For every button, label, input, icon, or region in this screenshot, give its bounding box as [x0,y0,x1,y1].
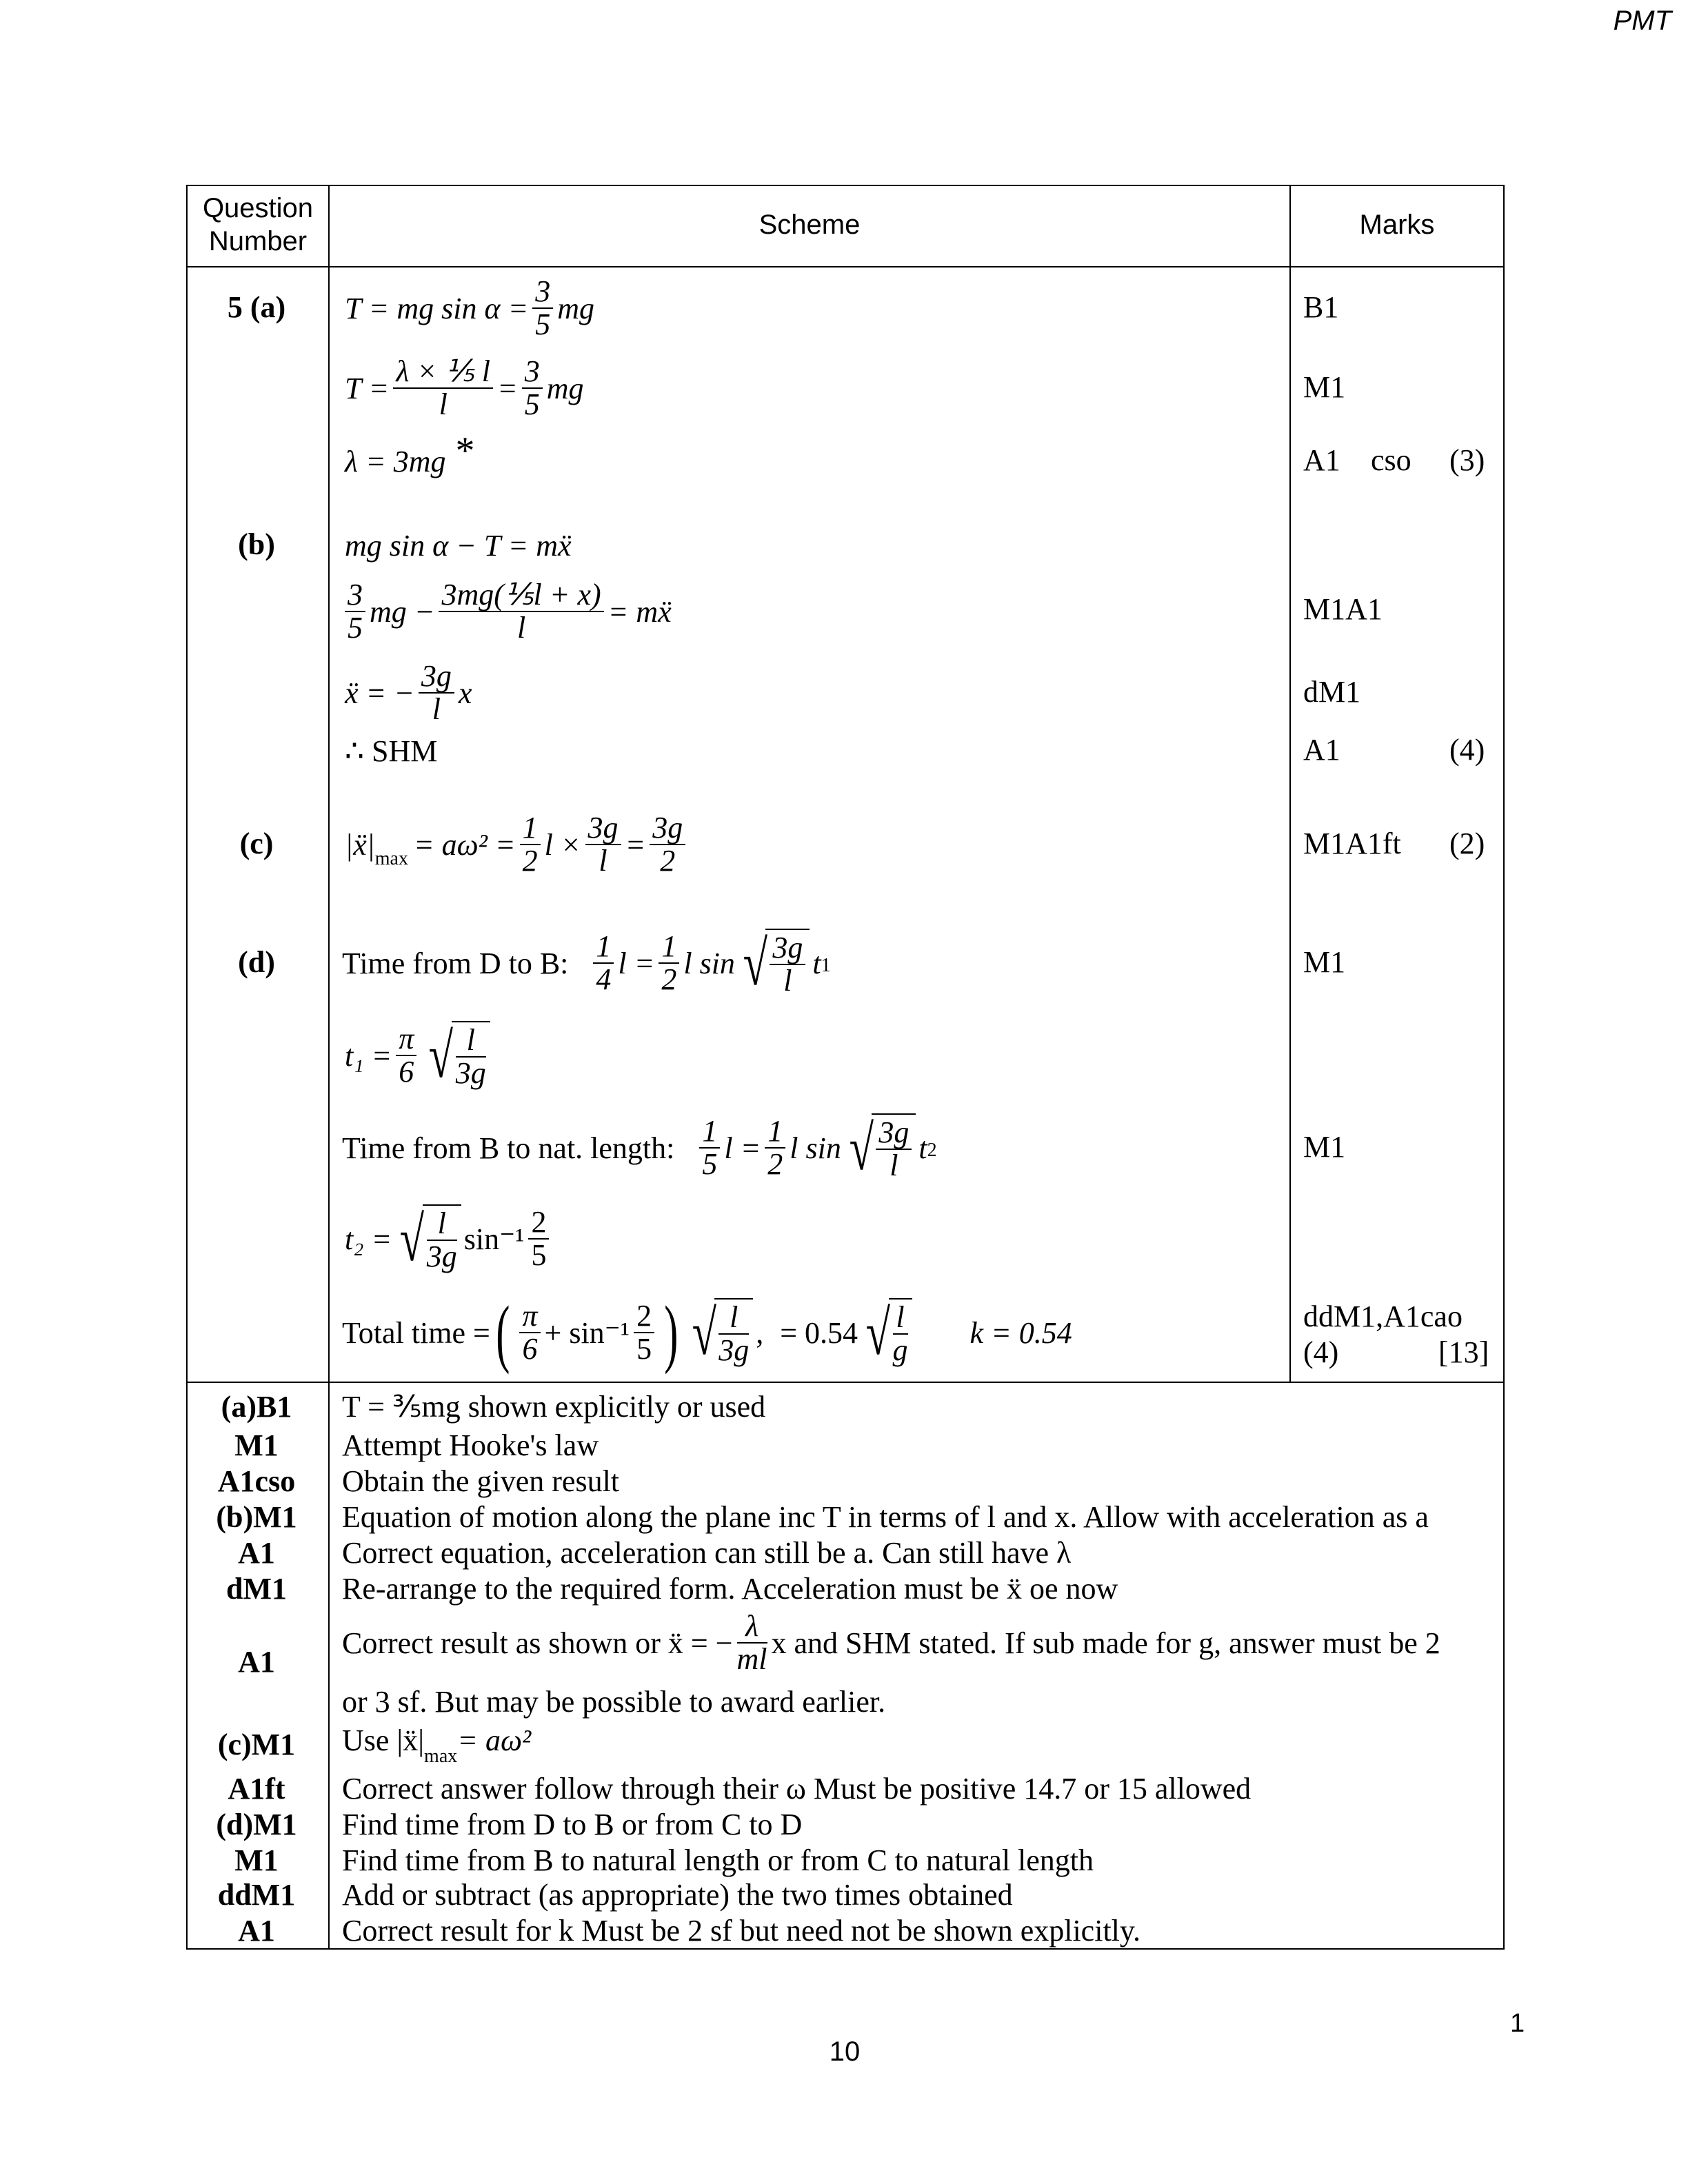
num: l [427,1208,457,1241]
num: 3g [585,812,621,845]
note-label: (c)M1 [217,1727,296,1761]
den: 4 [596,962,612,996]
num: l [893,1302,908,1335]
fraction [893,1302,908,1366]
note-text: T = ⅗mg shown explicitly or used [342,1389,766,1424]
subscript: max [374,848,408,869]
table-border-top [186,185,1505,186]
table-border-right [1503,185,1505,1950]
eq-text: l = [618,946,655,980]
subscript: 1 [821,955,831,976]
eq-text: sin⁻¹ [463,1222,525,1256]
fraction [650,812,685,877]
header-question-number [188,192,328,258]
note-text: Find time from B to natural length or from C to natural length [342,1843,1094,1877]
corner-number: 1 [1510,2009,1525,2038]
header-scheme: Scheme [758,210,861,240]
eq-text: Total time = [342,1315,490,1350]
num: 3mg(⅕l + x) [439,579,603,612]
den: 2 [522,844,538,878]
num: π [396,1023,416,1056]
num: 3 [345,579,365,612]
mark-b2: dM1 [1303,675,1361,709]
fraction [456,1024,486,1089]
eq-text: = aω² = [413,827,516,862]
mark-b-total: (4) [1449,733,1485,767]
mark-c-total: (2) [1449,827,1485,860]
mark-a1: B1 [1303,290,1339,324]
den: 5 [348,611,363,645]
eq-d-total-time [342,1291,1072,1375]
fraction [427,1208,457,1273]
label-b: (b) [238,527,275,561]
eq-text: Time from B to nat. length: [342,1131,675,1165]
header-question-line1: Question [202,193,314,223]
square-root: √ $\frac{l}{3g}$ [423,1021,490,1090]
eq-text: T = mg sin α = [345,291,529,325]
num: 2 [634,1300,654,1333]
fraction [876,1117,912,1182]
eq-text: l sin [790,1131,841,1165]
note-text: or 3 sf. But may be possible to award earlier. [342,1684,886,1719]
den: 6 [399,1055,414,1089]
num: 2 [528,1206,549,1240]
header-divider [186,266,1505,267]
square-root: √ $\frac{3g}{l}$ [844,1113,916,1182]
note-text: Correct result for k Must be 2 sf but need not be shown explicitly. [342,1913,1141,1948]
fraction [519,1300,540,1365]
square-root: √ $\frac{l}{3g}$ [687,1298,754,1367]
den: l [432,692,441,726]
den: l [599,844,607,878]
fraction [528,1206,549,1271]
eq-text: λ = 3mg [345,444,446,478]
note-text-part: Use |ẍ| [342,1723,425,1757]
num: 3g [876,1117,912,1150]
num: 1 [520,812,541,845]
num: l [456,1024,486,1058]
eq-text: = 0.54 [780,1315,858,1350]
eq-c-max-accel [345,807,690,882]
fraction [634,1300,654,1365]
fraction [585,812,621,877]
den: 5 [524,387,540,421]
eq-d-t2 [345,1201,553,1277]
eq-d-time-d-to-b [342,925,831,1001]
note-text-part: Correct result as shown or ẍ = − [342,1626,733,1660]
asterisk-icon: * [455,429,475,472]
eq-text: + sin⁻¹ [544,1315,630,1350]
den: 2 [660,844,676,878]
column-divider-1 [328,185,330,1950]
mark-a-total: (3) [1449,443,1485,477]
eq-text: x [458,676,472,710]
page-number: 10 [829,2036,861,2067]
note-label: (d)M1 [216,1807,297,1841]
mark-c1: M1A1ft [1303,827,1401,860]
notes-divider [186,1382,1505,1383]
fraction [532,276,553,341]
header-marks: Marks [1359,210,1435,240]
eq-text: l sin [683,946,735,980]
square-root: √ $\frac{3g}{l}$ [738,929,810,998]
eq-text: t₂ = [345,1222,392,1256]
den: 5 [531,1238,547,1272]
eq-text: mg [546,371,584,405]
eq-text: T = [345,371,390,405]
note-label: A1cso [217,1464,296,1498]
eq-text: k = 0.54 [969,1315,1072,1350]
den: l [439,387,448,421]
den: 2 [767,1147,783,1181]
note-text [342,1722,532,1767]
mark-a3-note: cso [1371,443,1411,477]
num: λ × ⅕ l [393,356,493,389]
den: l [783,964,792,998]
fraction [765,1115,785,1180]
fraction [719,1302,749,1366]
eq-text: mg sin α − T = mẍ [345,528,572,563]
num: λ [737,1610,767,1644]
eq-text: Time from D to B: [342,946,569,980]
header-question-line2: Number [208,226,308,256]
subscript: max [424,1746,458,1767]
eq-text: = [497,371,518,405]
mark-d3: ddM1,A1cao [1303,1300,1463,1333]
den: 2 [661,962,677,996]
num: 1 [593,931,614,964]
den: 5 [535,307,551,341]
label-c: (c) [239,827,274,860]
note-label: M1 [234,1428,279,1462]
note-label: M1 [234,1843,279,1877]
den: 5 [636,1332,652,1366]
mark-d-total: (4) [1303,1335,1339,1369]
eq-d-t1 [345,1018,493,1093]
note-label: A1 [238,1913,275,1948]
eq-text: l = [724,1131,761,1165]
note-label: A1 [238,1535,275,1570]
note-text: Obtain the given result [342,1464,620,1498]
num: 3 [532,276,553,309]
den: ml [736,1642,767,1676]
eq-d-time-b-to-natural [342,1110,937,1186]
den: 6 [522,1332,538,1366]
square-root: √ $\frac{l}{g}$ [861,1298,912,1367]
fraction [593,931,614,995]
note-text [342,1605,1440,1681]
num: 1 [699,1115,720,1149]
note-text-part: = aω² [457,1723,532,1757]
note-label: A1 [238,1644,275,1679]
eq-b-conclusion [345,713,437,789]
note-text: Attempt Hooke's law [342,1428,599,1462]
fraction [439,579,603,644]
den: 3g [719,1333,750,1367]
mark-a2: M1 [1303,370,1346,404]
grand-total: [13] [1438,1335,1489,1369]
mark-a3: A1 [1303,443,1340,477]
right-paren: ) [664,1291,679,1375]
den: l [516,611,526,645]
note-label: dM1 [226,1571,287,1606]
num: 3g [419,660,454,694]
mark-b1: M1A1 [1303,592,1383,626]
eq-a-tension [345,270,594,346]
eq-a-lambda [345,423,475,499]
den: 3g [426,1240,457,1273]
den: g [892,1333,908,1367]
mark-d2: M1 [1303,1130,1346,1164]
header-tag: PMT [1613,6,1671,36]
fraction [520,812,541,877]
num: 3g [650,812,685,845]
eq-text: ẍ = − [345,676,414,710]
note-text: Correct answer follow through their ω Must be positive 14.7 or 15 allowed [342,1771,1252,1806]
note-label: (a)B1 [221,1389,292,1424]
left-paren: ( [496,1291,510,1375]
eq-text: = mẍ [607,594,672,629]
note-text: Correct equation, acceleration can still be a. Can still have λ [342,1535,1072,1570]
table-border-bottom [186,1948,1505,1950]
fraction [737,1610,767,1675]
den: 5 [702,1147,718,1181]
note-label: (b)M1 [216,1499,297,1534]
eq-text: ∴ SHM [345,734,438,768]
note-text: Equation of motion along the plane inc T in terms of l and x. Allow with acceleration as a [342,1499,1429,1534]
num: 1 [659,931,679,964]
fraction [345,579,365,644]
eq-text: |ẍ| [345,827,375,862]
eq-b-substituted [345,574,672,649]
fraction [393,356,493,421]
eq-text: t [918,1131,927,1165]
eq-b-motion [345,507,572,583]
eq-text: = [625,827,646,862]
subscript: 2 [927,1140,937,1161]
num: 1 [765,1115,785,1149]
note-label: ddM1 [217,1877,296,1912]
column-divider-2 [1289,185,1291,1383]
eq-text: mg [557,291,595,325]
fraction [699,1115,720,1180]
den: l [890,1149,898,1182]
eq-text: t₁ = [345,1038,392,1073]
num: 3 [522,356,543,389]
eq-a-hooke [345,350,583,426]
label-d: (d) [238,945,275,979]
note-text-part: x and SHM stated. If sub made for g, answer must be 2 [771,1626,1440,1660]
eq-text: l × [544,827,581,862]
mark-b3: A1 [1303,733,1340,767]
label-5a: 5 (a) [227,290,286,324]
eq-text: mg − [370,594,435,629]
fraction [396,1023,416,1088]
note-text: Find time from D to B or from C to D [342,1807,803,1841]
fraction [770,932,805,997]
note-text: Re-arrange to the required form. Acceleration must be ẍ oe now [342,1571,1118,1606]
square-root: √ $\frac{l}{3g}$ [394,1204,461,1273]
num: l [719,1302,749,1335]
fraction [659,931,679,995]
table-border-left [186,185,188,1950]
eq-text: , [756,1315,764,1350]
eq-text: t [812,946,821,980]
mark-d1: M1 [1303,945,1346,979]
note-text: Add or subtract (as appropriate) the two times obtained [342,1877,1013,1912]
den: 3g [455,1056,486,1090]
fraction [522,356,543,421]
note-label: A1ft [228,1771,285,1806]
num: 3g [770,932,805,965]
num: π [519,1300,540,1333]
